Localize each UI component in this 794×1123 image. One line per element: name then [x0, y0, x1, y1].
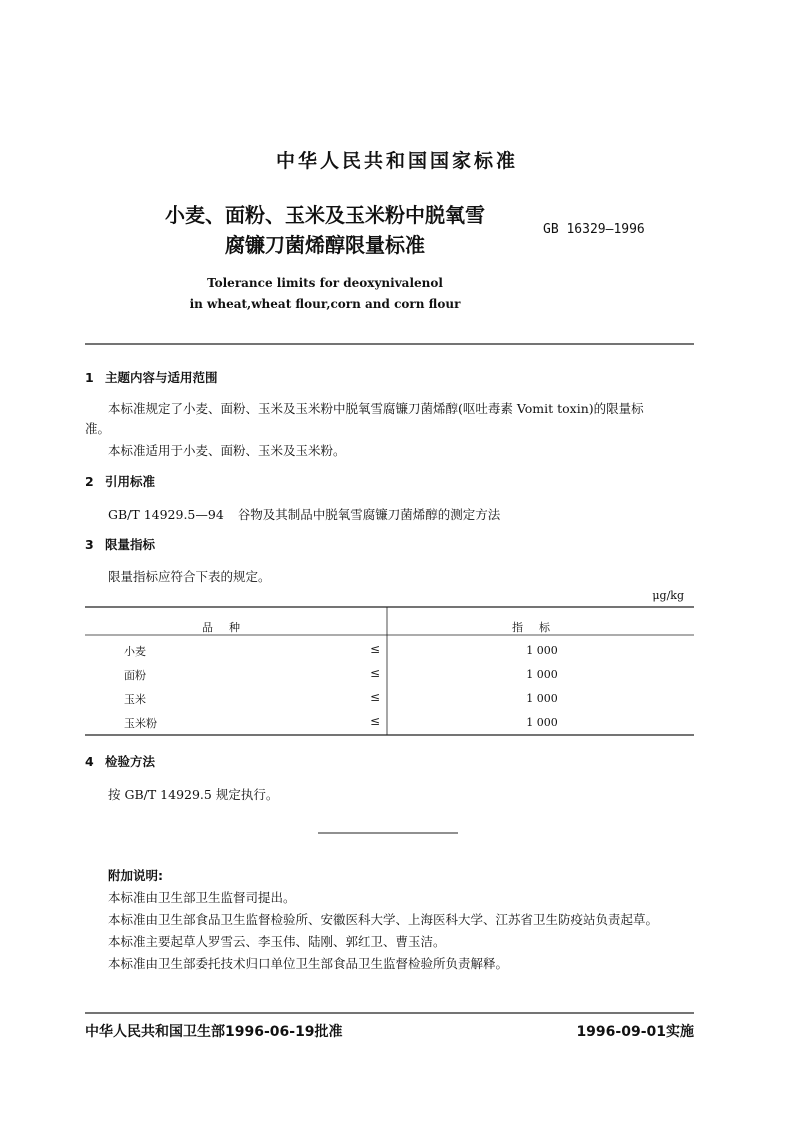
scope-text-line-3: 本标准适用于小麦、面粉、玉米及玉米粉。 [108, 443, 346, 458]
table-row-symbol: ≤ [370, 690, 381, 704]
table-row-symbol: ≤ [370, 642, 381, 656]
note-line: 本标准由卫生部食品卫生监督检验所、安徽医科大学、上海医科大学、江苏省卫生防疫站负责起草。 [108, 912, 659, 927]
table-row-symbol: ≤ [370, 714, 381, 728]
note-line: 本标准由卫生部委托技术归口单位卫生部食品卫生监督检验所负责解释。 [108, 956, 509, 971]
method-text: 按 GB/T 14929.5 规定执行。 [108, 787, 279, 802]
unit-label: μg/kg [652, 589, 684, 602]
document-title-en [140, 273, 510, 315]
note-line: 本标准主要起草人罗雪云、李玉伟、陆刚、郭红卫、曹玉洁。 [108, 934, 446, 949]
table-row-value: 1 000 [526, 644, 558, 657]
section-number: 1 [85, 370, 94, 385]
reference-entry [108, 504, 500, 525]
table-header-variety: 品种 [202, 621, 256, 634]
section-4-heading [85, 752, 155, 770]
footer-approval: 中华人民共和国卫生部1996-06-19批准 [85, 1024, 343, 1040]
notes-title: 附加说明: [108, 868, 163, 883]
section-title: 限量指标 [105, 537, 156, 552]
section-1-heading [85, 368, 218, 386]
title-en-line-2: in wheat,wheat flour,corn and corn flour [189, 297, 461, 311]
table-row-name: 玉米 [124, 693, 146, 706]
table-header-limit: 指标 [512, 621, 566, 634]
section-number: 3 [85, 537, 94, 552]
table-row-value: 1 000 [526, 668, 558, 681]
section-title: 引用标准 [105, 474, 156, 489]
title-zh-line-1: 小麦、面粉、玉米及玉米粉中脱氧雪 [165, 203, 485, 227]
section-number: 4 [85, 754, 94, 769]
reference-title: 谷物及其制品中脱氧雪腐镰刀菌烯醇的测定方法 [237, 507, 501, 522]
footer-effective-date: 1996-09-01实施 [576, 1024, 694, 1040]
scope-text-line-2: 准。 [85, 421, 111, 436]
title-zh-line-2: 腐镰刀菌烯醇限量标准 [225, 233, 425, 257]
section-3-heading [85, 535, 155, 553]
document-title-zh [140, 200, 510, 260]
title-en-line-1: Tolerance limits for deoxynivalenol [207, 276, 443, 290]
section-title: 主题内容与适用范围 [105, 370, 218, 385]
section-2-heading [85, 472, 155, 490]
table-row-value: 1 000 [526, 716, 558, 729]
scope-text-line-1: 本标准规定了小麦、面粉、玉米及玉米粉中脱氧雪腐镰刀菌烯醇(呕吐毒素 Vomit toxin)的限量标 [108, 401, 644, 416]
standard-number: GB 16329—1996 [543, 222, 645, 237]
note-line: 本标准由卫生部卫生监督司提出。 [108, 890, 296, 905]
table-row-name: 面粉 [124, 669, 146, 682]
table-row-symbol: ≤ [370, 666, 381, 680]
table-row-name: 小麦 [124, 645, 146, 658]
section-title: 检验方法 [105, 754, 156, 769]
section-number: 2 [85, 474, 94, 489]
limits-intro: 限量指标应符合下表的规定。 [108, 569, 271, 584]
reference-code: GB/T 14929.5—94 [108, 507, 224, 522]
table-row-name: 玉米粉 [124, 717, 157, 730]
table-row-value: 1 000 [526, 692, 558, 705]
standard-category-title: 中华人民共和国国家标准 [275, 150, 518, 172]
